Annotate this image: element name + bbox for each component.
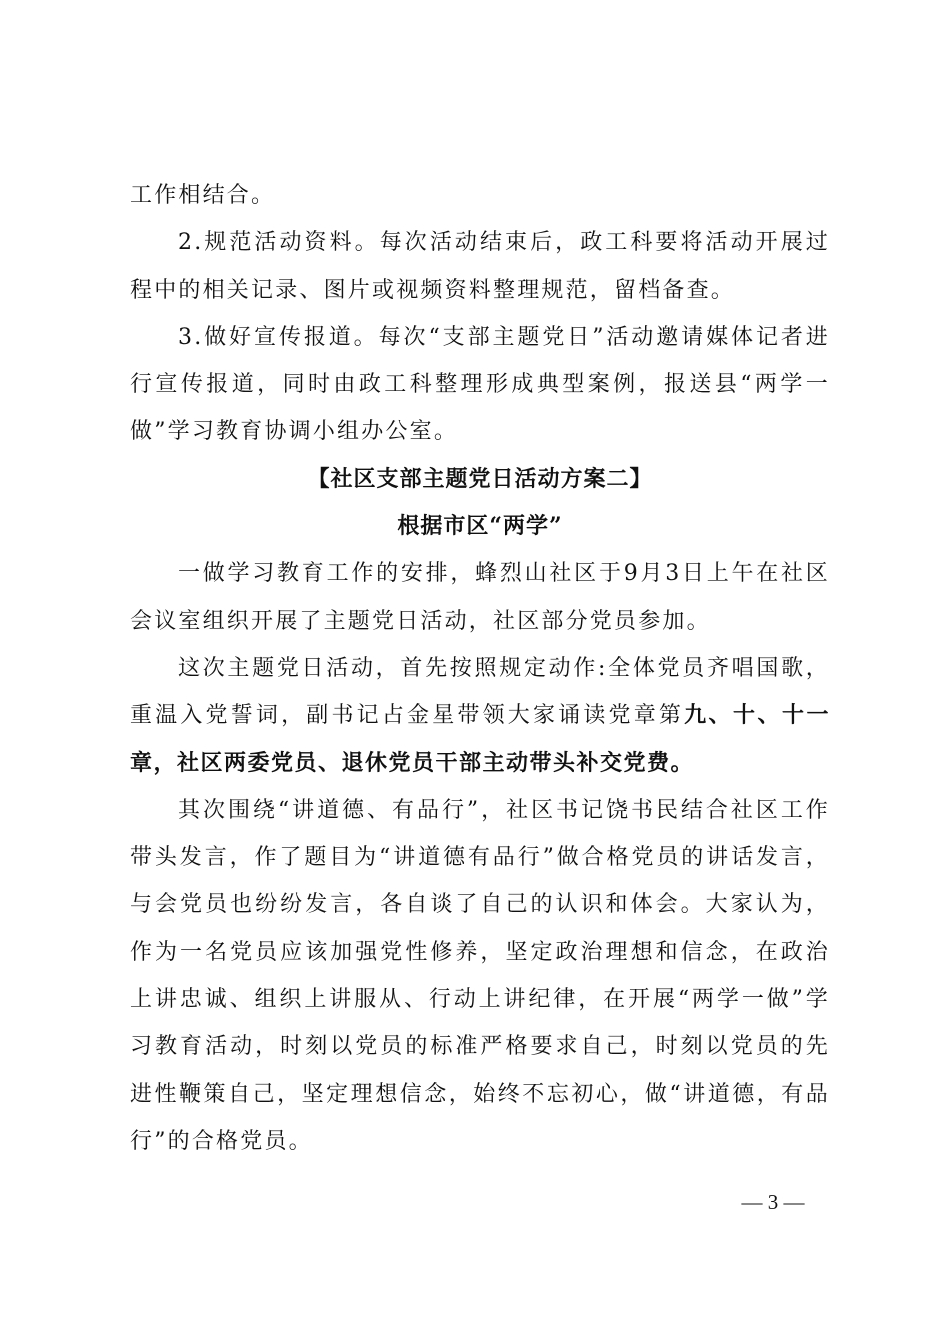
page-number: — 3 — [741,1190,805,1214]
paragraph-6: 其次围绕“讲道德、有品行”，社区书记饶书民结合社区工作带头发言，作了题目为“讲道德有品行”做合格党员的讲话发言，与会党员也纷纷发言，各自谈了自己的认识和体会。大家认为，作为一名党员应该加强党性修养，坚定政治理想和信念，在政治上讲忠诚、组织上讲服从、行动上讲纪律，在开展“两学一做”学习教育活动，时刻以党员的标准严格要求自己，时刻以党员的先进性鞭策自己，坚定理想信念，始终不忘初心，做“讲道德，有品行”的合格党员。 [130,797,830,1154]
paragraph-1: 工作相结合。 [130,183,276,208]
document-body [130,172,830,1165]
paragraph-5 [130,645,830,787]
paragraph-5-bold-text: 九、十、十一章，社区两委党员、退休党员干部主动带头补交党费。 [130,703,830,776]
paragraph-2: 2.规范活动资料。每次活动结束后，政工科要将活动开展过程中的相关记录、图片或视频资料整理规范，留档备查。 [130,230,830,303]
paragraph-5-text: 这次主题党日活动，首先按照规定动作:全体党员齐唱国歌，重温入党誓词，副书记占金星带领大家诵读党章第 [130,655,830,729]
section-heading: 【社区支部主题党日活动方案二】 [307,465,653,492]
paragraph-4: 一做学习教育工作的安排，蜂烈山社区于9月3日上午在社区会议室组织开展了主题党日活动，社区部分党员参加。 [130,561,830,634]
paragraph-3: 3.做好宣传报道。每次“支部主题党日”活动邀请媒体记者进行宣传报道，同时由政工科整理形成典型案例，报送县“两学一做”学习教育协调小组办公室。 [130,324,830,445]
section-subheading: 根据市区“两学” [397,513,563,540]
